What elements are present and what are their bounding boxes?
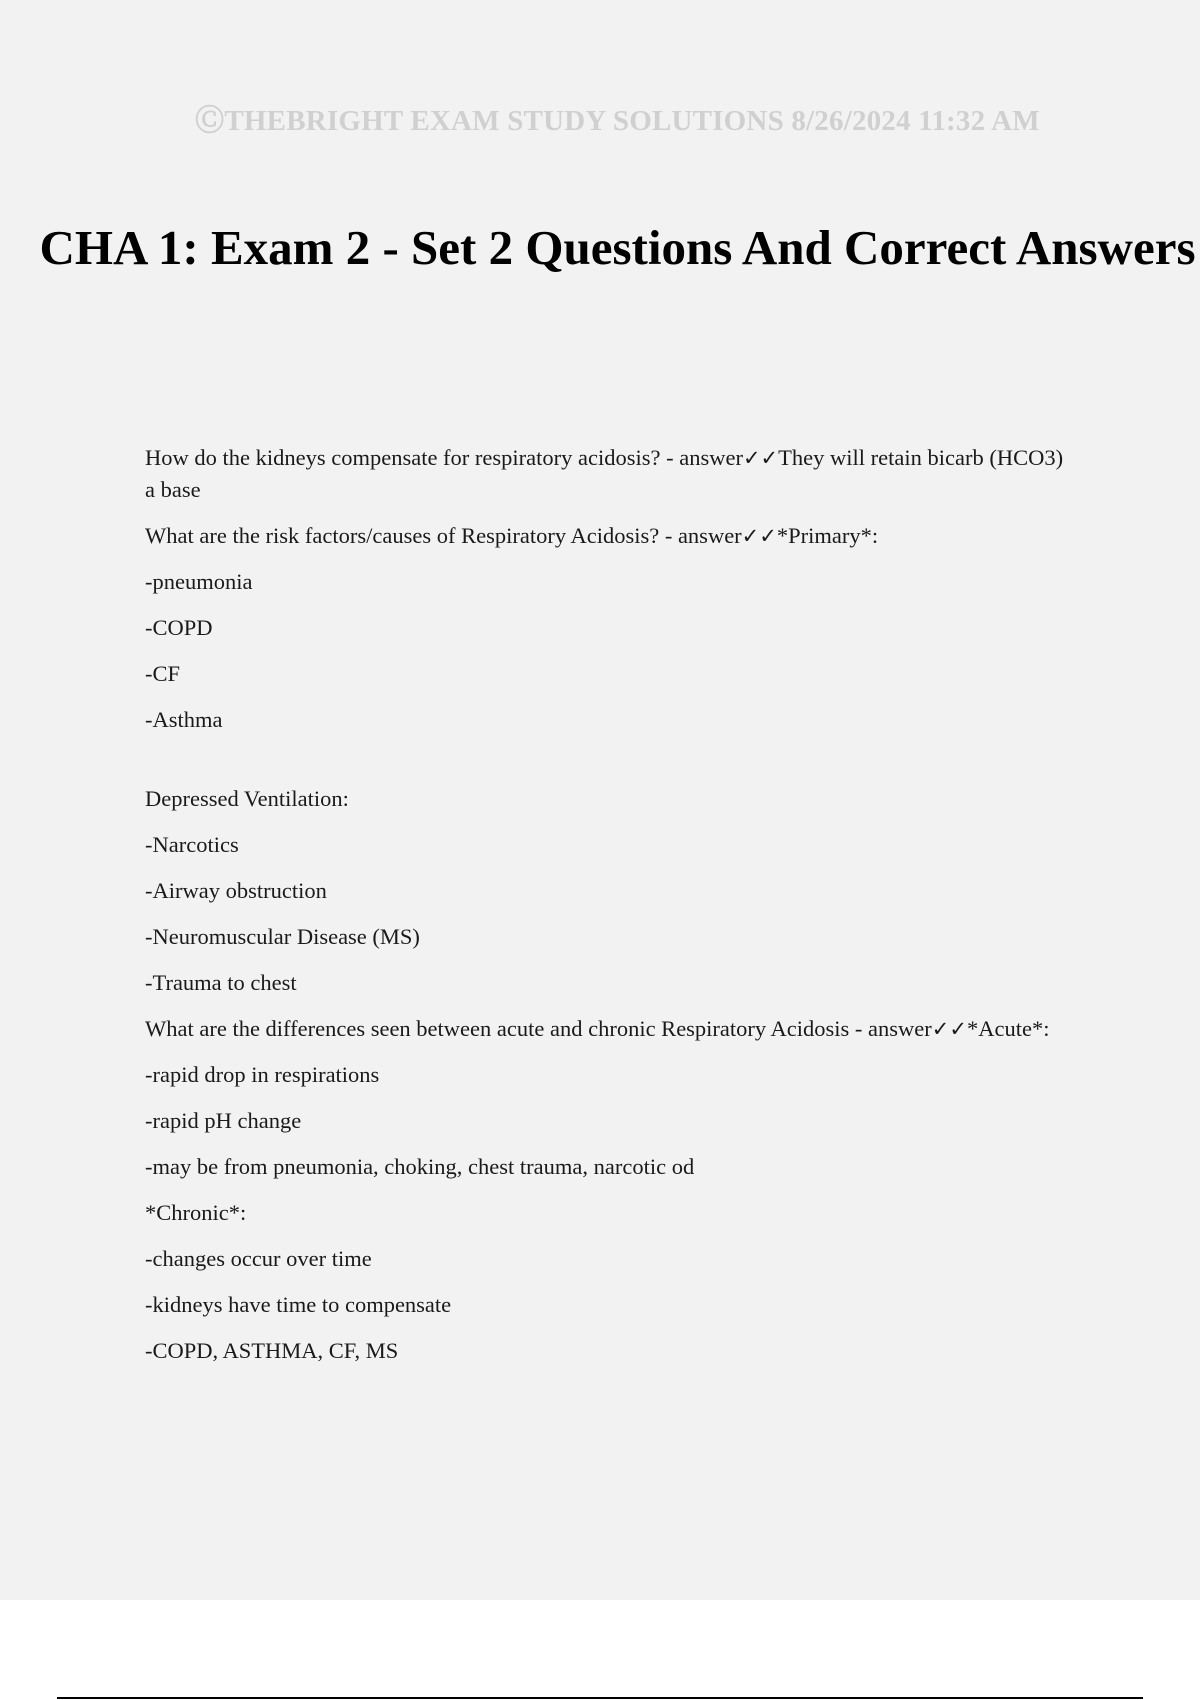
- watermark: ⒸTHEBRIGHT EXAM STUDY SOLUTIONS 8/26/2024 11:32 AM: [195, 105, 1040, 137]
- list-item: -Neuromuscular Disease (MS): [145, 924, 420, 949]
- list-item: -Airway obstruction: [145, 878, 327, 903]
- qa-content: [145, 442, 1065, 1381]
- qa-item-2: [145, 520, 1065, 552]
- answer-text: They will retain bicarb (HCO3) a base: [145, 445, 1064, 502]
- list-item: -may be from pneumonia, choking, chest trauma, narcotic od: [145, 1154, 695, 1179]
- check-icon: ✓✓: [742, 446, 779, 470]
- list-item: -COPD: [145, 615, 213, 640]
- list-item: -CF: [145, 661, 181, 686]
- question-text: What are the risk factors/causes of Respiratory Acidosis? - answer: [145, 523, 742, 548]
- list-item: -rapid pH change: [145, 1108, 302, 1133]
- list-item: -changes occur over time: [145, 1246, 372, 1271]
- answer-text: *Acute*:: [966, 1016, 1050, 1041]
- list-item: -pneumonia: [145, 569, 253, 594]
- qa-item-3: [145, 1013, 1065, 1045]
- list-item: -COPD, ASTHMA, CF, MS: [145, 1338, 399, 1363]
- document-title: CHA 1: Exam 2 - Set 2 Questions And Correct Answers: [39, 220, 1196, 275]
- list-item: -rapid drop in respirations: [145, 1062, 380, 1087]
- subheading: *Chronic*:: [145, 1200, 247, 1225]
- check-icon: ✓✓: [741, 524, 777, 548]
- qa-item-1: [145, 442, 1065, 506]
- subheading: Depressed Ventilation:: [145, 786, 349, 811]
- check-icon: ✓✓: [931, 1017, 967, 1041]
- list-item: -kidneys have time to compensate: [145, 1292, 452, 1317]
- list-item: -Asthma: [145, 707, 223, 732]
- list-item: -Trauma to chest: [145, 970, 297, 995]
- footer-divider: [57, 1697, 1143, 1699]
- question-text: How do the kidneys compensate for respiratory acidosis? - answer: [145, 445, 743, 470]
- list-item: -Narcotics: [145, 832, 239, 857]
- answer-text: *Primary*:: [776, 523, 879, 548]
- question-text: What are the differences seen between acute and chronic Respiratory Acidosis - answer: [145, 1016, 932, 1041]
